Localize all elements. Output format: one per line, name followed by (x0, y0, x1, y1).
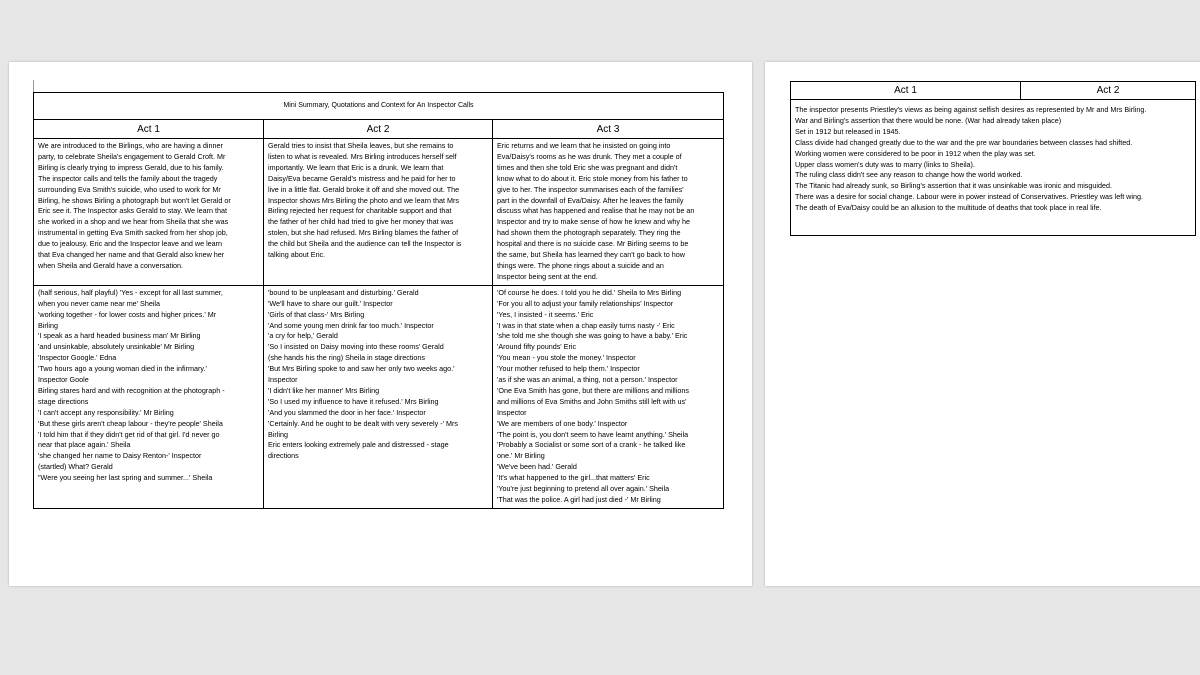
header-act-3[interactable]: Act 3 (493, 120, 724, 139)
text-line: hospital and there is no suicide case. Mr Birling seems to be (497, 239, 689, 249)
table-title[interactable]: Mini Summary, Quotations and Context for An Inspector Calls (34, 93, 724, 120)
quotes-act-3[interactable] (493, 285, 724, 508)
text-line: instrumental in getting Eva Smith sacked from her shop job, (38, 228, 228, 238)
text-line: 'I told him that if they didn't get rid of that girl. I'd never go (38, 429, 220, 439)
text-line: surrounding Eva Smith's suicide, who used to work for Mr (38, 184, 221, 194)
text-line: 'Girls of that class-' Mrs Birling (268, 309, 365, 319)
text-cursor (33, 80, 34, 92)
text-line: 'a cry for help,' Gerald (268, 331, 338, 341)
text-line: 'she changed her name to Daisy Renton-' Inspector (38, 451, 202, 461)
text-line: Daisy/Eva became Gerald's mistress and he paid for her to (268, 173, 456, 183)
text-line: Birling rejected her request for charitable support and that (268, 206, 452, 216)
text-line: "Were you seeing her last spring and summer...' Sheila (38, 473, 213, 483)
text-line: 'So I insisted on Daisy moving into these rooms' Gerald (268, 342, 444, 352)
text-line: live in a little flat. Gerald broke it off and she moved out. The (268, 184, 460, 194)
text-line: 'You're just beginning to pretend all over again.' Sheila (497, 484, 670, 494)
text-line: The inspector calls and tells the family about the tragedy (38, 173, 218, 183)
text-line: discuss what has happened and realise that he may not be an (497, 206, 695, 216)
text-line: We are introduced to the Birlings, who are having a dinner (38, 141, 223, 150)
text-line: 'Two hours ago a young woman died in the infirmary.' (38, 364, 207, 374)
document-page-1 (9, 62, 752, 586)
context-notes[interactable] (791, 100, 1196, 236)
text-line: near that place again.' Sheila (38, 440, 131, 450)
context-header-act-1[interactable]: Act 1 (791, 82, 1021, 100)
text-line: the child but Sheila and the audience can tell the Inspector is (268, 239, 462, 249)
document-page-2 (765, 62, 1200, 586)
text-line: 'Inspector Google.' Edna (38, 353, 117, 363)
context-table (790, 81, 1196, 236)
text-line: Upper class women's duty was to marry (links to Sheila). (795, 159, 975, 169)
text-line: (startled) What? Gerald (38, 462, 113, 472)
text-line: 'as if she was an animal, a thing, not a person.' Inspector (497, 375, 678, 385)
text-line: 'I speak as a hard headed business man' Mr Birling (38, 331, 201, 341)
text-line: Eric enters looking extremely pale and distressed - stage (268, 440, 449, 450)
text-line: 'And some young men drink far too much.' Inspector (268, 320, 434, 330)
text-line: things were. The phone rings about a suicide and an (497, 260, 664, 270)
text-line: 'We've been had.' Gerald (497, 462, 577, 472)
summary-act-2[interactable] (264, 139, 493, 286)
text-line: the same, but Sheila has learned they can't go back to how (497, 250, 685, 260)
text-line: 'For you all to adjust your family relationships' Inspector (497, 298, 674, 308)
text-line: know what to do about it. Eric stole money from his father to (497, 173, 688, 183)
text-line: Birling (268, 429, 288, 439)
text-line: one.' Mr Birling (497, 451, 545, 461)
text-line: stage directions (38, 396, 89, 406)
text-line: party, to celebrate Sheila's engagement to Gerald Croft. Mr (38, 151, 226, 161)
text-line: The death of Eva/Daisy could be an allusion to the multitude of deaths that took place in real life. (795, 203, 1102, 213)
text-line: (she hands his the ring) Sheila in stage directions (268, 353, 426, 363)
summary-act-3[interactable] (493, 139, 724, 286)
text-line: Gerald tries to insist that Sheila leaves, but she remains to (268, 141, 454, 150)
text-line: she worked in a shop and we hear from Sheila that she was (38, 217, 229, 227)
text-line: The inspector presents Priestley's views as being against selfish desires as represented by Mr and Mrs Birling. (795, 105, 1147, 114)
text-line: (half serious, half playful) 'Yes - except for all last summer, (38, 287, 223, 297)
text-line: directions (268, 451, 299, 461)
text-line: part in the downfall of Eva/Daisy. After he leaves the family (497, 195, 684, 205)
text-line: the father of her child had tried to give her money that was (268, 217, 454, 227)
text-line: 'bound to be unpleasant and disturbing.' Gerald (268, 287, 419, 297)
text-line: 'The point is, you don't seem to have learnt anything.' Sheila (497, 429, 689, 439)
text-line: times and then she told Eric she was pregnant and didn't (497, 162, 678, 172)
text-line: War and Birling's assertion that there would be none. (War had already taken place) (795, 115, 1062, 125)
summary-act-1[interactable] (34, 139, 264, 286)
text-line: listen to what is revealed. Mrs Birling introduces herself self (268, 151, 457, 161)
text-line: Birling (38, 320, 58, 330)
text-line: 'That was the police. A girl had just died -' Mr Birling (497, 495, 661, 504)
text-line: importantly. We learn that Eric is a drunk. We learn that (268, 162, 444, 172)
text-line: 'We'll have to share our guilt.' Inspector (268, 298, 393, 308)
text-line: 'One Eva Smith has gone, but there are millions and millions (497, 385, 689, 395)
text-line: 'and unsinkable, absolutely unsinkable' Mr Birling (38, 342, 195, 352)
text-line: 'Your mother refused to help them.' Inspector (497, 364, 640, 374)
text-line: The ruling class didn't see any reason to change how the world worked. (795, 170, 1023, 180)
text-line: 'I didn't like her manner' Mrs Birling (268, 385, 380, 395)
context-header-act-2[interactable]: Act 2 (1021, 82, 1196, 100)
text-line: 'So I used my influence to have it refused.' Mrs Birling (268, 396, 439, 406)
quotes-act-2[interactable] (264, 285, 493, 508)
text-line: when Sheila and Gerald have a conversation. (38, 260, 184, 270)
text-line: that Eva changed her name and that Gerald also knew her (38, 250, 225, 260)
summary-table (33, 92, 724, 509)
text-line: due to jealousy. Eric and the Inspector leave and we learn (38, 239, 223, 249)
text-line: 'It's what happened to the girl...that matters' Eric (497, 473, 650, 483)
text-line: Inspector Goole (38, 375, 89, 385)
text-line: 'Of course he does. I told you he did.' Sheila to Mrs Birling (497, 287, 682, 297)
text-line: Birling, he shows Birling a photograph but won't let Gerald or (38, 195, 231, 205)
text-line: The Titanic had already sunk, so Birling's assertion that it was unsinkable was ironic and misguided. (795, 181, 1112, 191)
text-line: Birling is clearly trying to impress Gerald, due to his family. (38, 162, 224, 172)
header-act-2[interactable]: Act 2 (264, 120, 493, 139)
text-line: Inspector (268, 375, 298, 385)
text-line: Inspector shows Mrs Birling the photo and we learn that Mrs (268, 195, 459, 205)
text-line: Inspector and try to make sense of how he knew and why he (497, 217, 690, 227)
text-line: and millions of Eva Smiths and John Smiths still left with us' (497, 396, 687, 406)
text-line: 'But Mrs Birling spoke to and saw her only two weeks ago.' (268, 364, 455, 374)
text-line: talking about Eric. (268, 250, 326, 260)
text-line: Birling stares hard and with recognition at the photograph - (38, 385, 225, 395)
text-line: 'Around fifty pounds' Eric (497, 342, 577, 352)
quotes-act-1[interactable] (34, 285, 264, 508)
text-line: 'You mean - you stole the money.' Inspector (497, 353, 636, 363)
text-line: 'I was in that state when a chap easily turns nasty -' Eric (497, 320, 675, 330)
text-line: 'Yes, I insisted - it seems.' Eric (497, 309, 594, 319)
text-line: stolen, but she had refused. Mrs Birling blames the father of (268, 228, 459, 238)
text-line: 'And you slammed the door in her face.' Inspector (268, 407, 426, 417)
text-line: 'working together - for lower costs and higher prices.' Mr (38, 309, 217, 319)
text-line: Inspector being sent at the end. (497, 271, 598, 281)
text-line: 'she told me she though she was going to have a baby.' Eric (497, 331, 688, 341)
text-line: Inspector (497, 407, 527, 417)
text-line: Class divide had changed greatly due to the war and the pre war boundaries between classes had shifted. (795, 137, 1133, 147)
text-line: 'We are members of one body.' Inspector (497, 418, 628, 428)
text-line: Working women were considered to be poor in 1912 when the play was set. (795, 148, 1036, 158)
text-line: give to her. The inspector summarises each of the families' (497, 184, 684, 194)
text-line: when you never came near me' Sheila (38, 298, 161, 308)
text-line: Eric returns and we learn that he insisted on going into (497, 141, 671, 150)
text-line: Eva/Daisy's rooms as he was drunk. They met a couple of (497, 151, 682, 161)
text-line: 'Certainly. And he ought to be dealt with very severely -' Mrs (268, 418, 458, 428)
text-line: Eric see it. The Inspector asks Gerald to stay. We learn that (38, 206, 227, 216)
text-line: 'I can't accept any responsibility.' Mr Birling (38, 407, 174, 417)
header-act-1[interactable]: Act 1 (34, 120, 264, 139)
text-line: had shown them the photograph separately. They ring the (497, 228, 681, 238)
text-line: Set in 1912 but released in 1945. (795, 126, 901, 136)
text-line: 'But these girls aren't cheap labour - they're people' Sheila (38, 418, 223, 428)
text-line: 'Probably a Socialist or some sort of a crank - he talked like (497, 440, 686, 450)
text-line: There was a desire for social change. Labour were in power instead of Conservatives. Priestley was left wing. (795, 192, 1143, 202)
